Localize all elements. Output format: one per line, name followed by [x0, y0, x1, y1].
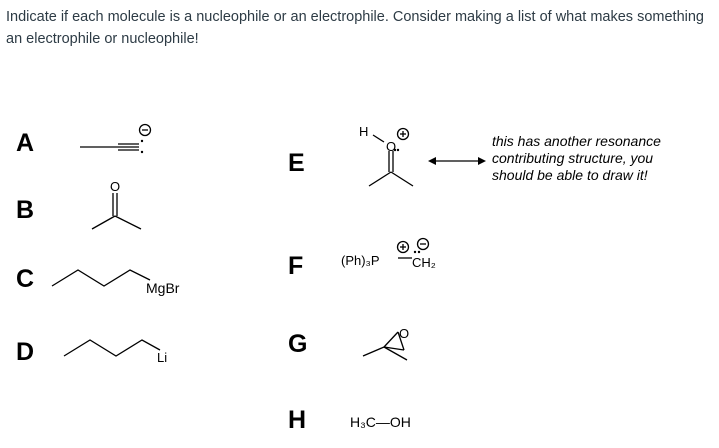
- molecule-c: [52, 270, 150, 286]
- resonance-arrow-icon: [428, 157, 486, 165]
- molecule-e-hydrogen: H: [359, 124, 369, 139]
- label-g: G: [288, 330, 308, 358]
- label-e: E: [288, 149, 305, 177]
- label-d: D: [16, 338, 35, 366]
- label-f: F: [288, 252, 304, 280]
- molecule-b-oxygen: O: [110, 179, 121, 194]
- molecule-h-formula: H₃C—OH: [350, 414, 411, 430]
- label-b: B: [16, 196, 35, 224]
- molecule-b: [92, 193, 141, 229]
- question-prompt: Indicate if each molecule is a nucleophile or an electrophile. Consider making a list of what makes something an electrophile or nucleophile!: [6, 9, 704, 47]
- molecule-g-oxygen: O: [399, 326, 410, 341]
- molecule-a: [80, 125, 151, 154]
- label-a: A: [16, 129, 35, 157]
- label-c: C: [16, 265, 35, 293]
- molecule-e-oxygen: O: [386, 139, 397, 154]
- molecule-c-substituent: MgBr: [146, 280, 180, 296]
- resonance-note: this has another resonance contributing structure, you should be able to draw it!: [492, 133, 661, 183]
- molecule-e: [369, 129, 413, 187]
- molecule-f-carbon: CH₂: [412, 255, 436, 270]
- label-h: H: [288, 406, 307, 434]
- molecule-d: [64, 340, 160, 356]
- molecule-f-phosphorus: (Ph)₃P: [341, 253, 380, 268]
- molecule-d-substituent: Li: [157, 350, 168, 365]
